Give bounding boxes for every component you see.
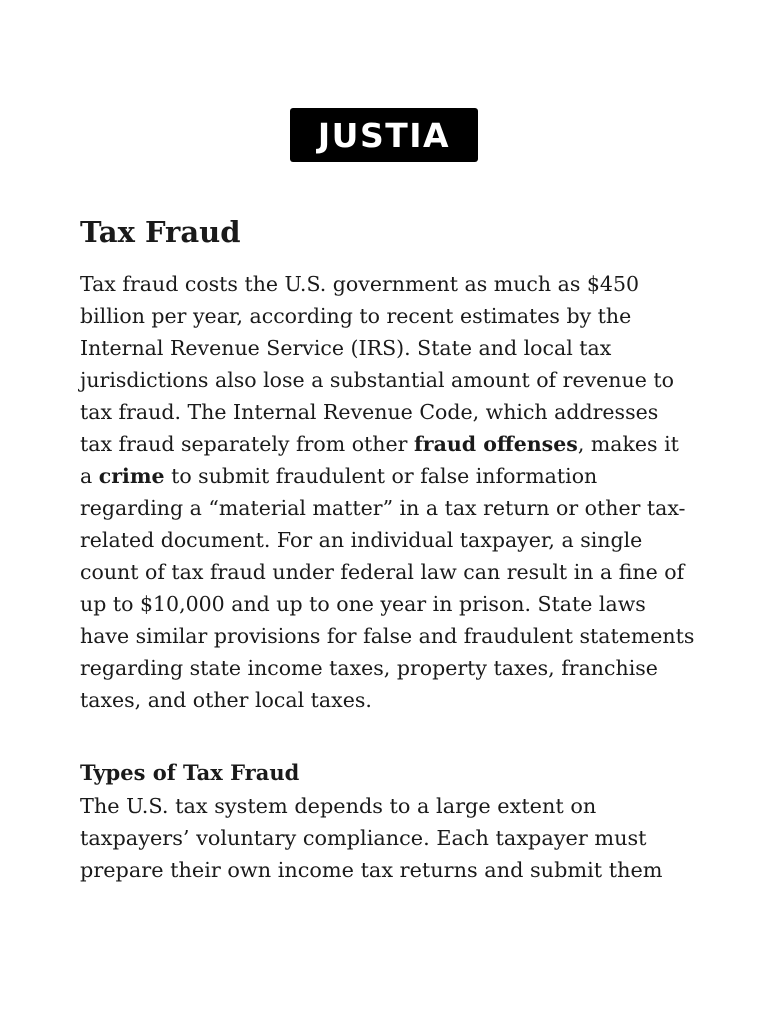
fraud-offenses-link[interactable]: fraud offenses [413,432,578,456]
article-title: Tax Fraud [80,215,241,249]
article-content [80,210,696,886]
types-paragraph: The U.S. tax system depends to a large extent on taxpayers’ voluntary compliance. Each taxpayer must prepare their own income tax returns and submit them [80,794,663,882]
justia-logo[interactable]: JUSTIA [290,108,478,162]
intro-paragraph [80,268,696,716]
intro-text-part2: , makes it a [80,432,679,488]
crime-link[interactable]: crime [98,464,165,488]
logo-container [0,108,768,162]
intro-text-part3: to submit fraudulent or false information regarding a “material matter” in a tax return or other tax-related document. For an individual taxpayer, a single count of tax fraud under federal law can result in a fine of up to $10,000 and up to one year in prison. State laws have similar provisions for false and fraudulent statements regarding state income taxes, property taxes, franchise taxes, and other local taxes. [80,464,695,712]
intro-text-part1: Tax fraud costs the U.S. government as much as $450 billion per year, according to recent estimates by the Internal Revenue Service (IRS). State and local tax jurisdictions also lose a substantial amount of revenue to tax fraud. The Internal Revenue Code, which addresses tax fraud separately from other [80,272,674,456]
types-heading: Types of Tax Fraud [80,760,300,785]
